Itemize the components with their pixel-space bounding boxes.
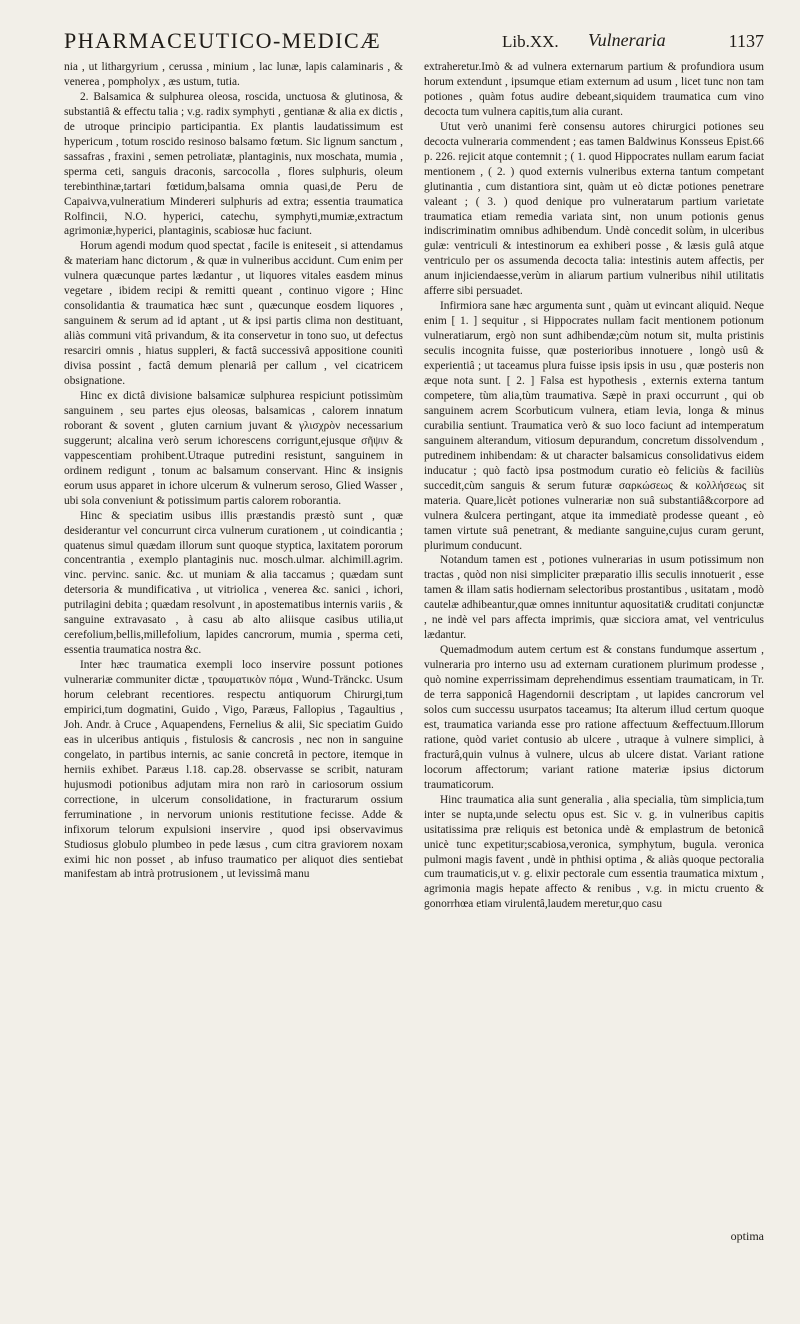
paragraph: Inter hæc traumatica exempli loco inservire possunt potiones vulnerariæ communiter dictæ , τραυματικὸν πόμα , Wund-Tränckc. Usum horum celebrant recentiores. respectu antiquorum Chirurgi,tum empirici,tum dogmatini, Guido , Vigo, Paræus, Fallopius , Tagaultius , Joh. Andr. à Cruce , Aquapendens, Fernelius & alii, Sic speciatim Guido eas in ulceribus antiquis , fistulosis & cancrosis , nec non in sanguine congelato, in partibus internis, ac sanie concretâ in pectore, itemque in herniis exhibet. Paræus l.18. cap.28. observasse se scribit, naturam hujusmodi potionibus adjutam mira non rarò in cariosorum ossium correctione, in ulcerum consolidatione, in fracturarum ossium ferruminatione , in nervorum unionis restitutione fecisse. Adde & infixorum telorum expulsioni inservire , quod ipsi observavimus Studiosus globulo plumbeo in pede læsus , cum citra graviorem noxam eximi hic non posset , ab infuso traumatico per aliquot dies sentiebat manifestam ab intrà protrusionem , ut levissimâ manu <box>64 659 403 881</box>
right-column <box>424 60 764 1235</box>
running-title: PHARMACEUTICO-MEDICÆ <box>64 28 382 53</box>
paragraph: extraheretur.Imò & ad vulnera externarum partium & profundiora usum horum extendunt , ipsumque etiam externum ad usum , licet tunc non tam potiones , quàm fotus audire debeant,siquidem traumatica cum vino decocta tum vulnera capitis,tum alia curant. <box>424 61 764 118</box>
left-column <box>64 60 403 1235</box>
paragraph: Hinc & speciatim usibus illis præstandis præstò sunt , quæ desiderantur vel concurrunt circa vulnerum curationem , ut coindicantia ; quatenus simul quædam illorum sunt quoque styptica, laxitatem pororum concentrantia , exemplo plantaginis nuc. mosch.ulmar. alchimill.agrim. vinc. pervinc. sanic. &c. ut muniam & alia taccamus ; quædam sunt detersoria & mundificativa , ut vitriolica , venerea &c. sanici , ichori, putrilagini debita ; quædam resolvunt , in apostematibus internis variis , & sanguine extravasato , à casu ab alto aliisque casibus utilia,ut cerefolium,bellis,millefolium, lapides cancrorum, mumia , sperma ceti, essentia traumatica nostra &c. <box>64 509 403 657</box>
paragraph: Notandum tamen est , potiones vulnerarias in usum potissimum non tractas , quòd non nisi simpliciter præparatio illis seculis innotuerit , esse tamen & illam satis hodiernam selectoribus prostantibus , usitatam , modò cautelæ adhibeantur,quæ omnes innituntur aquositati& cruditati conjunctæ , ne indè vel pars affecta imprimis, quæ sicciora amat, vel ventriculus lædantur. <box>424 554 764 642</box>
page-number: 1137 <box>728 31 764 51</box>
book-number: Lib.XX. <box>502 32 559 51</box>
column-gutter <box>411 64 412 1224</box>
paragraph: Hinc ex dictâ divisione balsamicæ sulphurea respiciunt potissimùm sanguinem , seu partes ejus oleosas, balsamicas , calorem innatum roborant & sovent , gluten carnium juvant & γλισχρὸν necessarium suggerunt; alcalina verò serum ichorescens corrigunt,ejusque σῆψιν & vappescentiam prohibent.Utraque putredini resistunt, sanguinem in ordinem redigunt , tonum ac balsamum conservant. Hinc & insignis eorum usus apparet in ichore ulcerum & vulnerum seroso, Glied Wasser , ubi sola conveniunt & potissimum partis calorem roborantia. <box>64 389 403 507</box>
catchword: optima <box>730 1229 764 1243</box>
paragraph: Utut verò unanimi ferè consensu autores chirurgici potiones seu decocta vulneraria commendent ; eas tamen Baldwinus Konsseus Epist.66 p. 226. rejicit atque contemnit ; ( 1. quod Hippocrates nullam earum faciat mentionem , ( 2. ) quod externis vulneribus externa tantum competant glutinantia , cum distantiora sint, quàm ut eò dictæ potiones penetrare valeant ; ( 3. ) quod denique pro vulneratarum partium varietate traumatica etiam remedia variata sint, non unum potionis genus indiscriminatim omnibus adhibendum. Undè concedit solùm, in ulceribus gulæ: ventriculi & intestinorum ea exhiberi posse , & læsis gulâ atque ventriculo per os assumenda decocta talia: intestinis autem affectis, per anum injiciendaesse,verùm in aliarum partium vulneribus nihil utilitatis afferre sibi persuadet. <box>424 120 764 298</box>
paragraph: Quemadmodum autem certum est & constans fundumque assertum , vulneraria pro interno usu ad externam curationem plurimum prodesse , quò nomine experrissimam deprehendimus essentiam traumaticam, in Tr. de terra sapponicâ Hagendornii descriptam , ut lapides cancrorum vel solos cum successu usurpatos taceamus; Ita alterum illud certum quoque est, traumatica varianda esse pro ratione affectuum &effectuum.Illorum ratione, quòd variet contusio ab ulcere , utraque à vulnere simplici, à fracturâ,quin vulnus à vulnere, ulcus ab ulcere distat. Variant ratione locorum affectorum; variant ratione materiæ ipsius dictorum traumaticorum. <box>424 644 764 791</box>
paragraph: nia , ut lithargyrium , cerussa , minium , lac lunæ, lapis calaminaris , & venerea , pompholyx , æs ustum, tutia. <box>64 61 403 88</box>
paragraph: Horum agendi modum quod spectat , facile is eniteseit , si attendamus & materiam hanc dictorum , & quæ in vulneribus accidunt. Cum enim per vulnera quæcunque partes lædantur , ut liquores vitales easdem minus vegetare , ibidem recipi & remitti queant , continuo vigore ; Hinc consolidantia & traumatica hæc sunt , quæcunque eosdem liquores , sanguinem & serum ad id aptant , ut & ipsi partis clima non destituant, aliàs communi vitâ privandum, & ita conservetur in tono suo, ut defectus resarciri omnis , hiatus suppleri, & factâ successivâ appositione counitì divisa possint , factâ demum plenariâ per callum , vel cicatricem obsignatione. <box>64 240 403 388</box>
section-title: Vulneraria <box>588 30 666 50</box>
paragraph: 2. Balsamica & sulphurea oleosa, roscida, unctuosa & glutinosa, & substantiâ & effectu talia ; v.g. radix symphyti , gentianæ & alia ex dictis , de utroque principio participantia. Ex plantis laudatissimum est hypericum , totum roscido resinoso balsamo fœtum. Sic lignum sanctum , sassafras , fraxini , semen petroliatæ, plantaginis, nux moschata, mumia , sperma ceti, sanguis draconis, sarcocolla , flores sulphuris, oleum terebinthinæ,tartari fœtidum,balsama omnia quasi,de Peru de Capaivva,vulneratium Mindereri sulphuris ad extra; essentia traumatica Rolfincii, N.O. hyperici, catechu, symphyti,mumiæ,extractum agrimoniæ,hyperici, plantaginis, scabiosæ huc faciunt. <box>64 90 403 238</box>
paragraph: Infirmiora sane hæc argumenta sunt , quàm ut evincant aliquid. Neque enim [ 1. ] sequitur , si Hippocrates nullam facit mentionem potionum vulneratiarum, ergò non sunt adhibendæ;cùm notum sit, multa pristinis seculis incognita fuisse, quæ posterioribus innotuere , longò usû & experientiâ ; ut taceamus plura fuisse ipsis ipsis in usu , quæ posteris non æque nota sunt. [ 2. ] Falsa est hypothesis , externis externa tantum competere, tùm alia,tùm traumativa. Sæpè in praxi occurrunt , qui ob sanguinem acrem Scorbuticum vulnera, etiam levia, longa & minus curabilia sentiunt. Traumatica verò & suo loco faciunt ad intemperatum sanguinem alterandum, vitiosum depurandum, concretum dissolvendum , putredinem inhibendam: & ut character balsamicus consolidativus eidem inducatur ; quò factò ipsa postmodum curatio eò feliciùs & faciliùs succedit,cùm sanguis & serum futuræ σαρκώσεως & κολλήσεως sit materia. Quare,licèt potiones vulnerariæ non suâ substantiâ&corpore ad vulnera &ulcera pertingant, atque ita immediatè prodesse queant , eò tamen virtute suâ penetrant, & mediante sanguine,cujus curam gerunt, plurimum conducunt. <box>424 300 764 552</box>
paragraph: Hinc traumatica alia sunt generalia , alia specialia, tùm simplicia,tum inter se nupta,unde selectu opus est. Sic v. g. in vulneribus capitis usitatissima præ reliquis est betonica undè & emplastrum de betonicâ unicè tunc expetitur;scabiosa,veronica, symphytum, bugula. veronica pulmoni magis favent , undè in phthisi optima , & aliàs quoque pectoralia cum traumaticis,ut v. g. elixir pectorale cum essentia traumatica mixtum , agrimonia magis hepate affecto & renibus , v.g. in mictu cruento & gonorrhœa etiam virulentâ,laudem meretur,quo casu <box>424 793 764 911</box>
running-header <box>64 28 764 58</box>
